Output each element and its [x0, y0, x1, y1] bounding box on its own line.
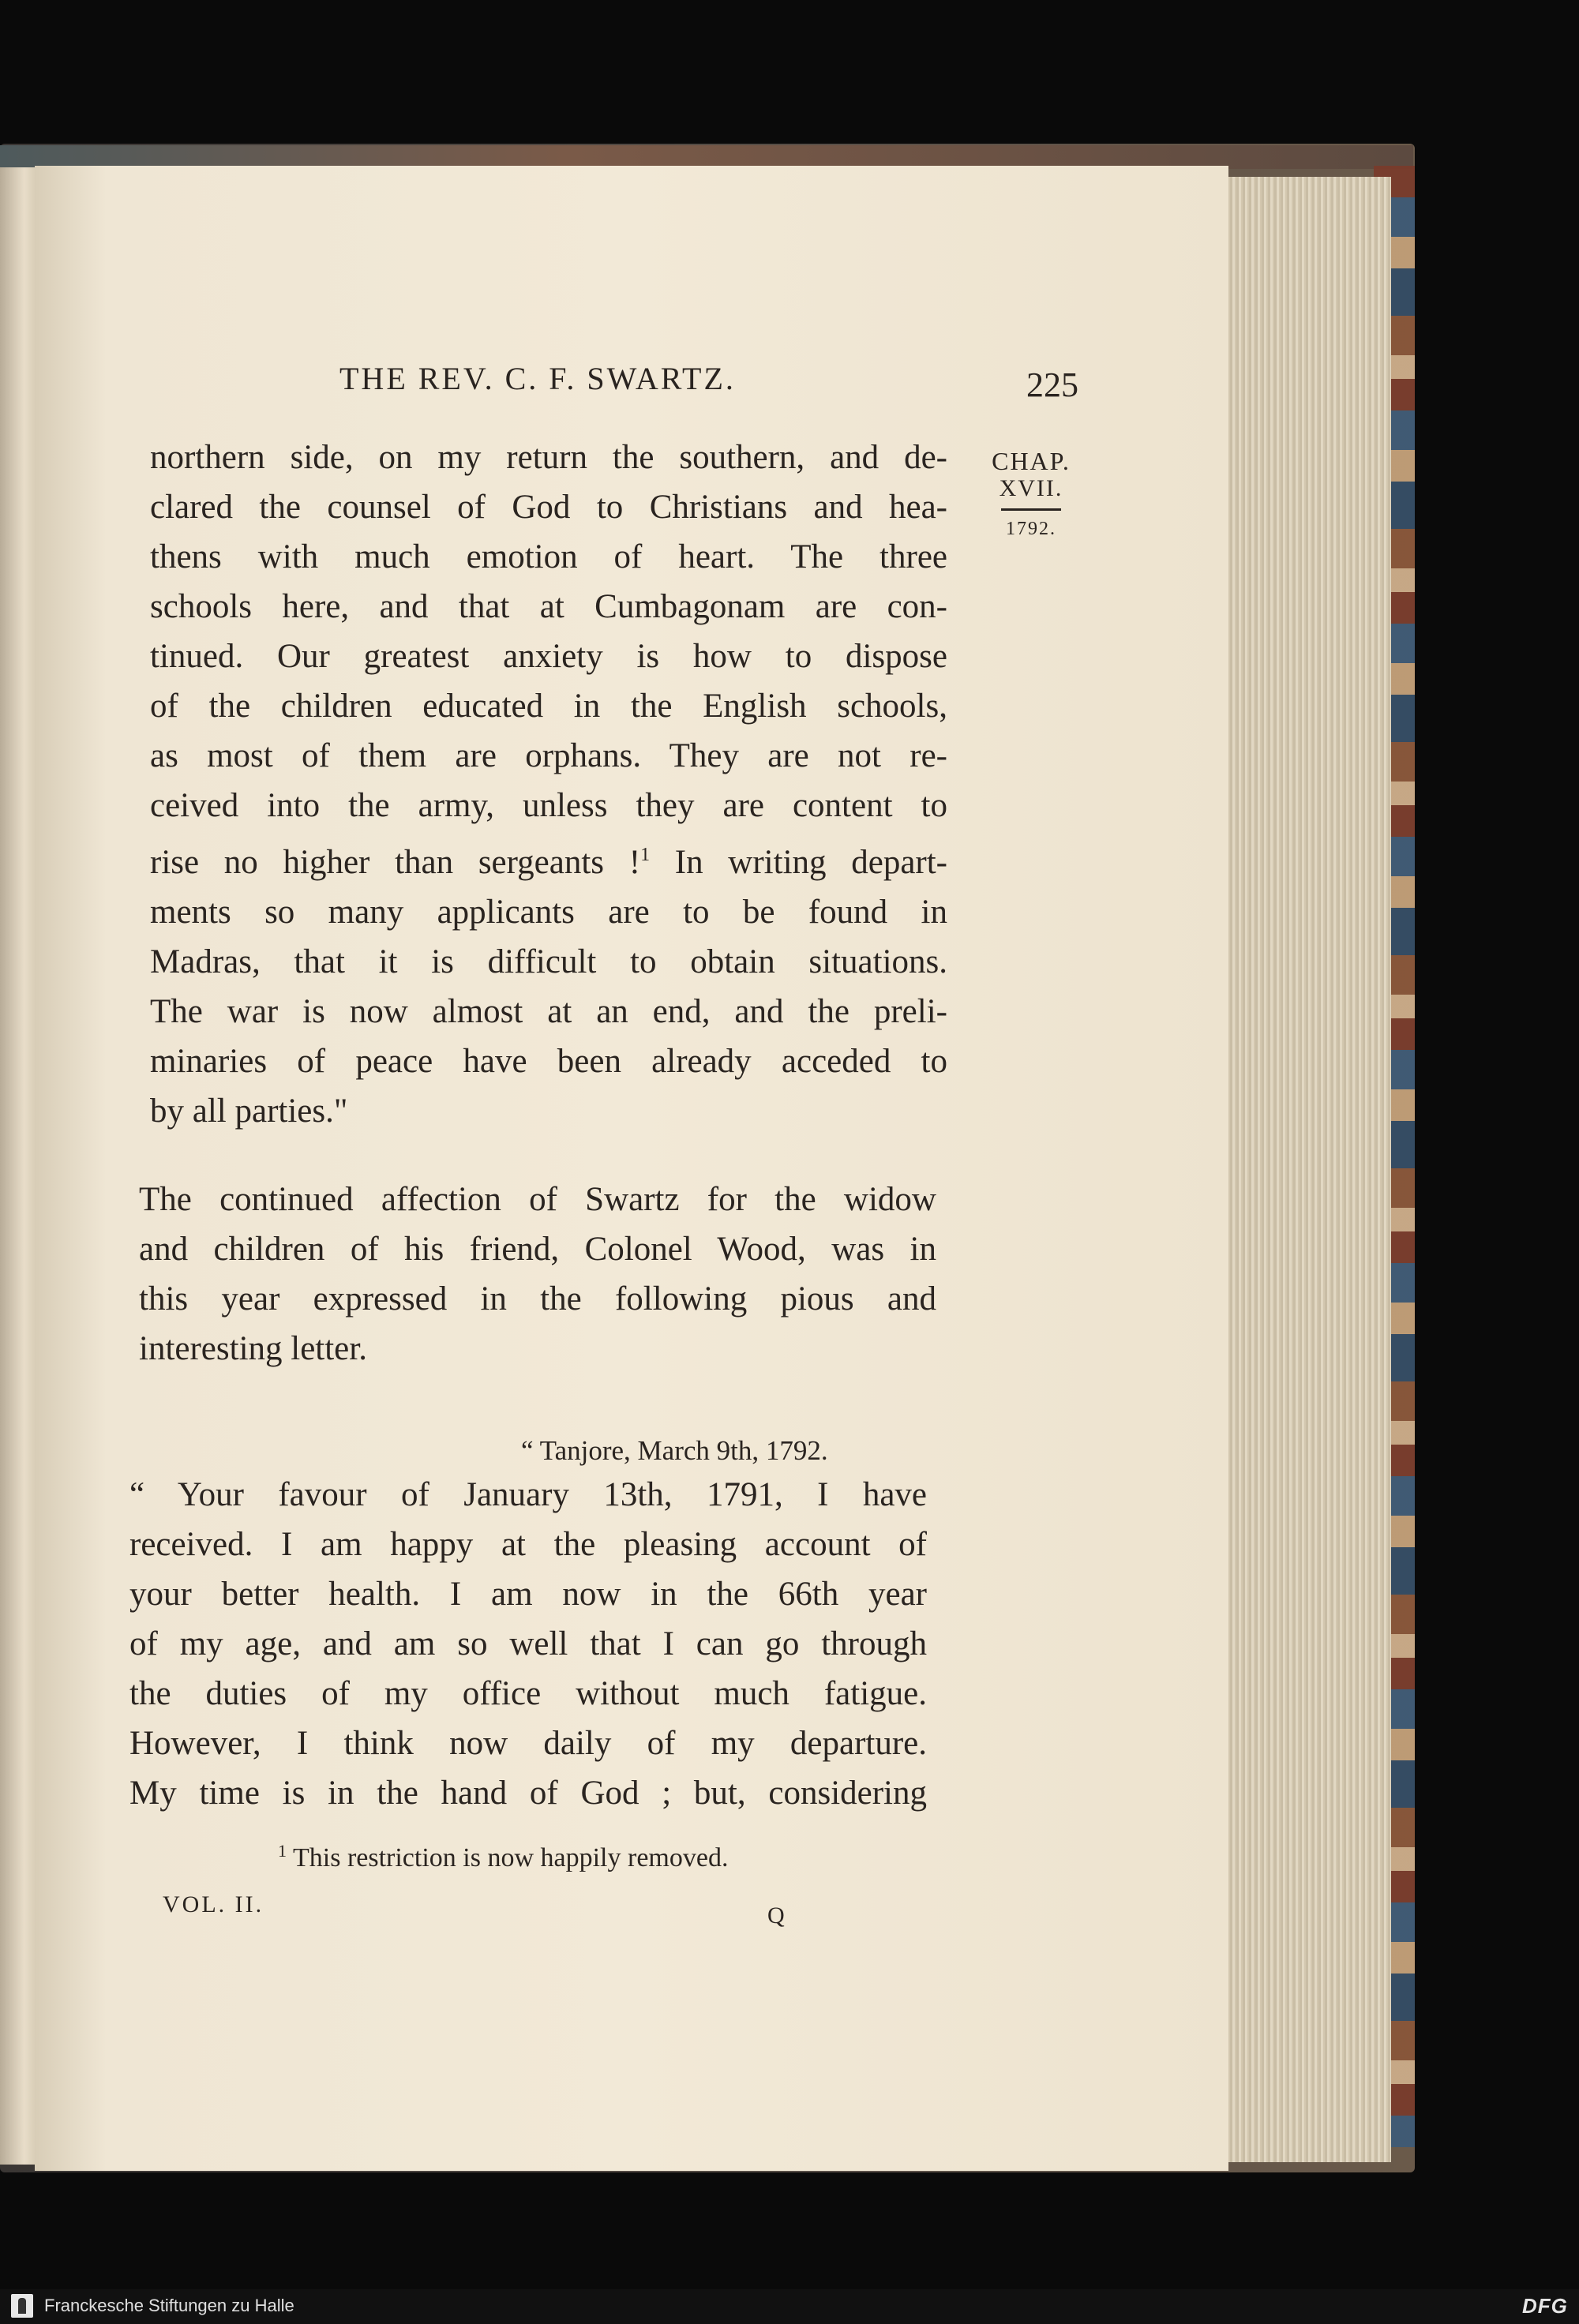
footnote-marker: 1 [278, 1841, 287, 1861]
text-line: tinued. Our greatest anxiety is how to dispose [150, 638, 947, 675]
text-line: northern side, on my return the southern, and de- [150, 439, 947, 476]
text-line-tail: In writing depart- [650, 844, 947, 881]
text-line: ments so many applicants are to be found in [150, 894, 947, 931]
margin-rule [1001, 508, 1061, 511]
running-title: THE REV. C. F. SWARTZ. [339, 361, 736, 396]
text-line: clared the counsel of God to Christians and hea- [150, 489, 947, 526]
text-line: thens with much emotion of heart. The three [150, 538, 947, 575]
text-line: minaries of peace have been already acceded to [150, 1043, 947, 1080]
text-line-with-footnote [150, 830, 947, 887]
paragraph-1 [150, 433, 947, 1136]
footnote [278, 1841, 728, 1873]
page-number: 225 [1026, 365, 1078, 404]
volume-label: VOL. II. [163, 1891, 264, 1917]
letter-dateline: “ Tanjore, March 9th, 1792. [521, 1435, 828, 1466]
page-fore-edge [1216, 177, 1391, 2162]
text-line: schools here, and that at Cumbagonam are con- [150, 588, 947, 625]
paragraph-2 [139, 1175, 936, 1374]
text-line: Madras, that it is difficult to obtain situations. [150, 943, 947, 980]
text-line: However, I think now daily of my departure. [129, 1725, 927, 1762]
text-line: ceived into the army, unless they are content to [150, 787, 947, 824]
text-line: The war is now almost at an end, and the preli- [150, 993, 947, 1030]
footnote-text: This restriction is now happily removed. [293, 1843, 729, 1872]
text-line: and children of his friend, Colonel Wood, was in [139, 1231, 936, 1268]
chapter-number: XVII. [999, 475, 1063, 501]
text-line: the duties of my office without much fatigue. [129, 1675, 927, 1712]
left-page-edge [0, 167, 35, 2165]
dfg-logo: DFG [1522, 2294, 1568, 2318]
text-line: by all parties." [150, 1093, 348, 1130]
text-line: “ Your favour of January 13th, 1791, I have [129, 1476, 927, 1513]
institution-name: Franckesche Stiftungen zu Halle [44, 2296, 294, 2315]
text-line: received. I am happy at the pleasing account of [129, 1526, 927, 1563]
margin-note [976, 447, 1086, 540]
text-line: this year expressed in the following pious and [139, 1280, 936, 1318]
text-line-head: rise no higher than sergeants ! [150, 844, 641, 881]
margin-year: 1792. [1006, 519, 1056, 539]
chapter-label: CHAP. [992, 447, 1071, 475]
text-line: of my age, and am so well that I can go through [129, 1625, 927, 1662]
paragraph-3 [129, 1470, 927, 1818]
signature-mark: Q [767, 1902, 785, 1929]
institution-logo-icon [11, 2294, 33, 2318]
text-line: interesting letter. [139, 1330, 367, 1367]
text-line: your better health. I am now in the 66th year [129, 1576, 927, 1613]
text-line: as most of them are orphans. They are not re- [150, 737, 947, 774]
footnote-reference: 1 [640, 845, 651, 865]
text-line: My time is in the hand of God ; but, considering [129, 1775, 927, 1812]
text-line: The continued affection of Swartz for the widow [139, 1181, 936, 1218]
text-line: of the children educated in the English schools, [150, 688, 947, 725]
